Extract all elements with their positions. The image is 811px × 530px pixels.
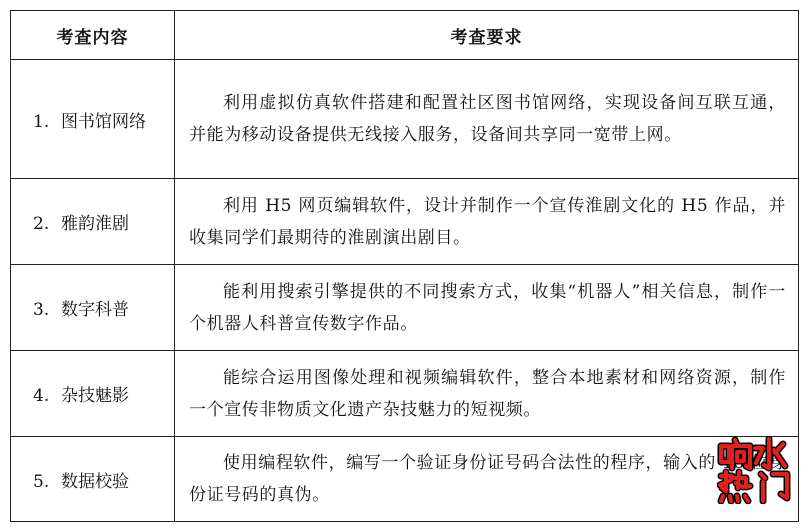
table-header-row	[11, 11, 799, 60]
topic-name: 雅韵淮剧	[61, 214, 129, 234]
topic-name: 数字科普	[61, 300, 129, 320]
topic-name: 图书馆网络	[61, 111, 146, 132]
requirement-cell	[175, 60, 799, 179]
topic-number: 2.	[33, 214, 50, 234]
header-requirement: 考查要求	[175, 11, 799, 60]
requirement-text: 利用 H5 网页编辑软件，设计并制作一个宣传淮剧文化的 H5 作品，并收集同学们最期待的淮剧演出剧目。	[189, 195, 786, 248]
table-row	[11, 265, 799, 351]
topic-name: 杂技魅影	[61, 386, 129, 406]
requirement-cell	[175, 437, 799, 522]
watermark-logo	[717, 436, 801, 504]
requirement-cell	[175, 179, 799, 265]
topic-cell	[11, 351, 175, 437]
table-row	[11, 179, 799, 265]
requirement-text: 能利用搜索引擎提供的不同搜索方式，收集“机器人”相关信息，制作一个机器人科普宣传数字作品。	[189, 281, 786, 334]
requirement-cell	[175, 351, 799, 437]
exam-requirements-table	[10, 10, 799, 522]
topic-number: 1.	[33, 111, 50, 132]
topic-cell	[11, 179, 175, 265]
table-row	[11, 437, 799, 522]
table-row	[11, 60, 799, 179]
topic-number: 4.	[33, 386, 50, 406]
topic-name: 数据校验	[61, 471, 129, 492]
requirement-text: 使用编程软件，编写一个验证身份证号码合法性的程序，输入的 18 位身份证号码的真伪。	[189, 453, 786, 505]
table-row	[11, 351, 799, 437]
topic-cell	[11, 265, 175, 351]
topic-number: 3.	[33, 300, 50, 320]
requirement-cell	[175, 265, 799, 351]
requirement-text: 利用虚拟仿真软件搭建和配置社区图书馆网络，实现设备间互联互通，并能为移动设备提供无线接入服务，设备间共享同一宽带上网。	[189, 93, 786, 145]
requirement-text: 能综合运用图像处理和视频编辑软件，整合本地素材和网络资源，制作一个宣传非物质文化遗产杂技魅力的短视频。	[189, 367, 786, 420]
topic-number: 5.	[33, 471, 50, 492]
topic-cell	[11, 60, 175, 179]
topic-cell	[11, 437, 175, 522]
header-content: 考查内容	[11, 11, 175, 60]
